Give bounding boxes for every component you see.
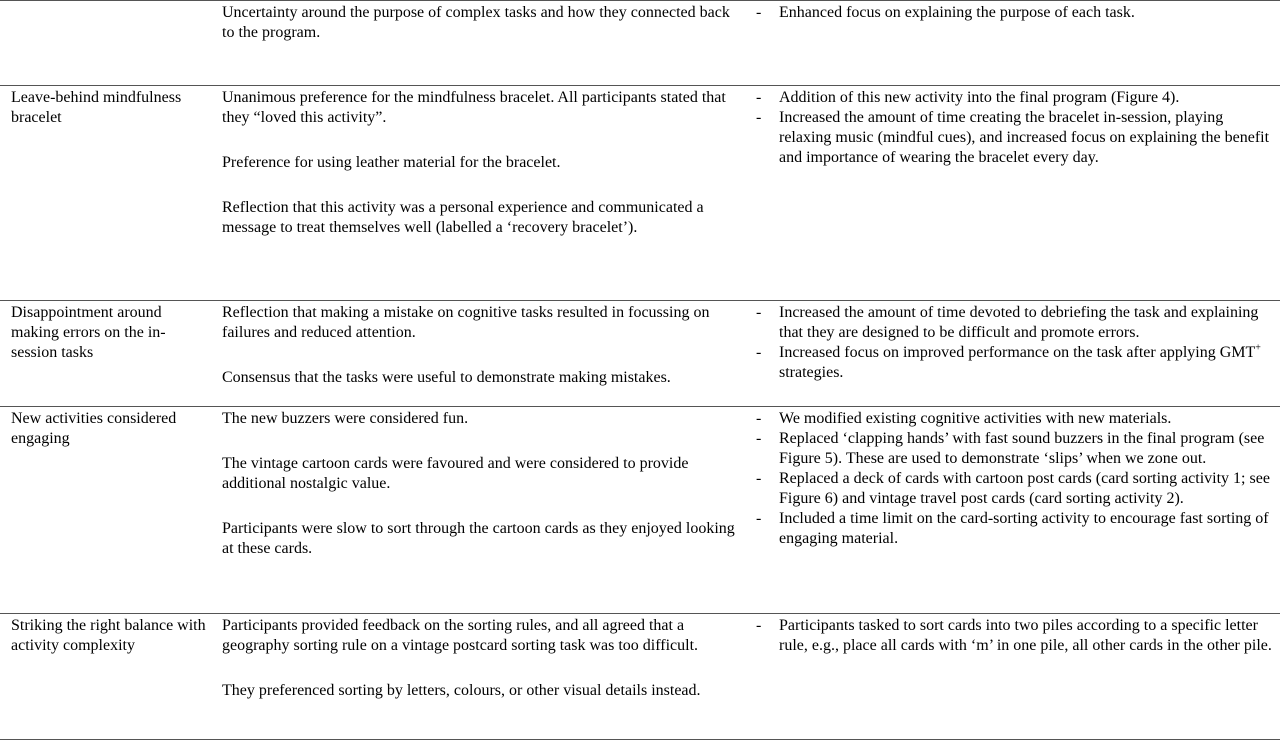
dash-bullet: - xyxy=(756,510,762,527)
finding-text: Participants were slow to sort through the cartoon cards as they enjoyed looking at these cards. xyxy=(222,520,735,557)
findings-cell xyxy=(222,3,742,43)
findings-cell xyxy=(222,409,742,559)
theme-cell: New activities considered engaging xyxy=(11,410,177,447)
finding-text: Consensus that the tasks were useful to demonstrate making mistakes. xyxy=(222,369,671,386)
list-item: - Enhanced focus on explaining the purpose of each task. xyxy=(756,4,1135,21)
findings-cell xyxy=(222,88,742,238)
table-rule xyxy=(0,739,1280,740)
dash-bullet: - xyxy=(756,430,762,447)
finding-text: They preferenced sorting by letters, colours, or other visual details instead. xyxy=(222,682,701,699)
findings-cell xyxy=(222,303,742,388)
dash-bullet: - xyxy=(756,4,762,21)
list-item: - Increased focus on improved performance on the task after applying GMT+ strategies. xyxy=(756,342,1261,381)
theme-cell: Striking the right balance with activity complexity xyxy=(11,617,206,654)
finding-text: Preference for using leather material for the bracelet. xyxy=(222,154,561,171)
table-rule xyxy=(0,613,1280,614)
modifications-cell xyxy=(756,3,1272,23)
dash-bullet: - xyxy=(756,304,762,321)
list-item: - We modified existing cognitive activities with new materials. xyxy=(756,410,1172,427)
list-item: - Addition of this new activity into the final program (Figure 4). xyxy=(756,89,1180,106)
modifications-cell xyxy=(756,616,1272,656)
list-item: - Included a time limit on the card-sorting activity to encourage fast sorting of engaging material. xyxy=(756,510,1269,547)
modifications-cell xyxy=(756,409,1272,549)
dash-bullet: - xyxy=(756,109,762,126)
finding-text: The vintage cartoon cards were favoured and were considered to provide additional nostalgic value. xyxy=(222,455,689,492)
dash-bullet: - xyxy=(756,344,762,361)
modifications-cell xyxy=(756,303,1272,383)
superscript-plus: + xyxy=(1255,342,1261,354)
dash-bullet: - xyxy=(756,617,762,634)
table-rule xyxy=(0,85,1280,86)
table-rule xyxy=(0,0,1280,1)
finding-text: Reflection that making a mistake on cognitive tasks resulted in focussing on failures and reduced attention. xyxy=(222,304,710,341)
list-item: - Replaced a deck of cards with cartoon post cards (card sorting activity 1; see Figure 6) and vintage travel post cards (card sorting activity 2). xyxy=(756,470,1270,507)
finding-text: The new buzzers were considered fun. xyxy=(222,410,469,427)
dash-bullet: - xyxy=(756,410,762,427)
list-item: - Participants tasked to sort cards into two piles according to a specific letter rule, e.g., place all cards with ‘m’ in one pile, all other cards in the other pile. xyxy=(756,617,1272,654)
findings-cell xyxy=(222,616,742,701)
table-rule xyxy=(0,406,1280,407)
modifications-cell xyxy=(756,88,1272,168)
list-item: - Increased the amount of time devoted to debriefing the task and explaining that they are designed to be difficult and promote errors. xyxy=(756,304,1259,341)
finding-text: Unanimous preference for the mindfulness bracelet. All participants stated that they “loved this activity”. xyxy=(222,89,726,126)
theme-cell: Disappointment around making errors on the in-session tasks xyxy=(11,304,166,361)
list-item: - Replaced ‘clapping hands’ with fast sound buzzers in the final program (see Figure 5). These are used to demonstrate ‘slips’ when we zone out. xyxy=(756,430,1265,467)
table-rule xyxy=(0,300,1280,301)
dash-bullet: - xyxy=(756,470,762,487)
list-item: - Increased the amount of time creating the bracelet in-session, playing relaxing music (mindful cues), and increased focus on explaining the benefit and importance of wearing the bracelet every day. xyxy=(756,109,1270,166)
theme-cell: Leave-behind mindfulness bracelet xyxy=(11,89,182,126)
dash-bullet: - xyxy=(756,89,762,106)
finding-text: Uncertainty around the purpose of complex tasks and how they connected back to the program. xyxy=(222,4,730,41)
finding-text: Reflection that this activity was a personal experience and communicated a message to treat themselves well (labelled a ‘recovery bracelet’). xyxy=(222,199,704,236)
finding-text: Participants provided feedback on the sorting rules, and all agreed that a geography sorting rule on a vintage postcard sorting task was too difficult. xyxy=(222,617,699,654)
